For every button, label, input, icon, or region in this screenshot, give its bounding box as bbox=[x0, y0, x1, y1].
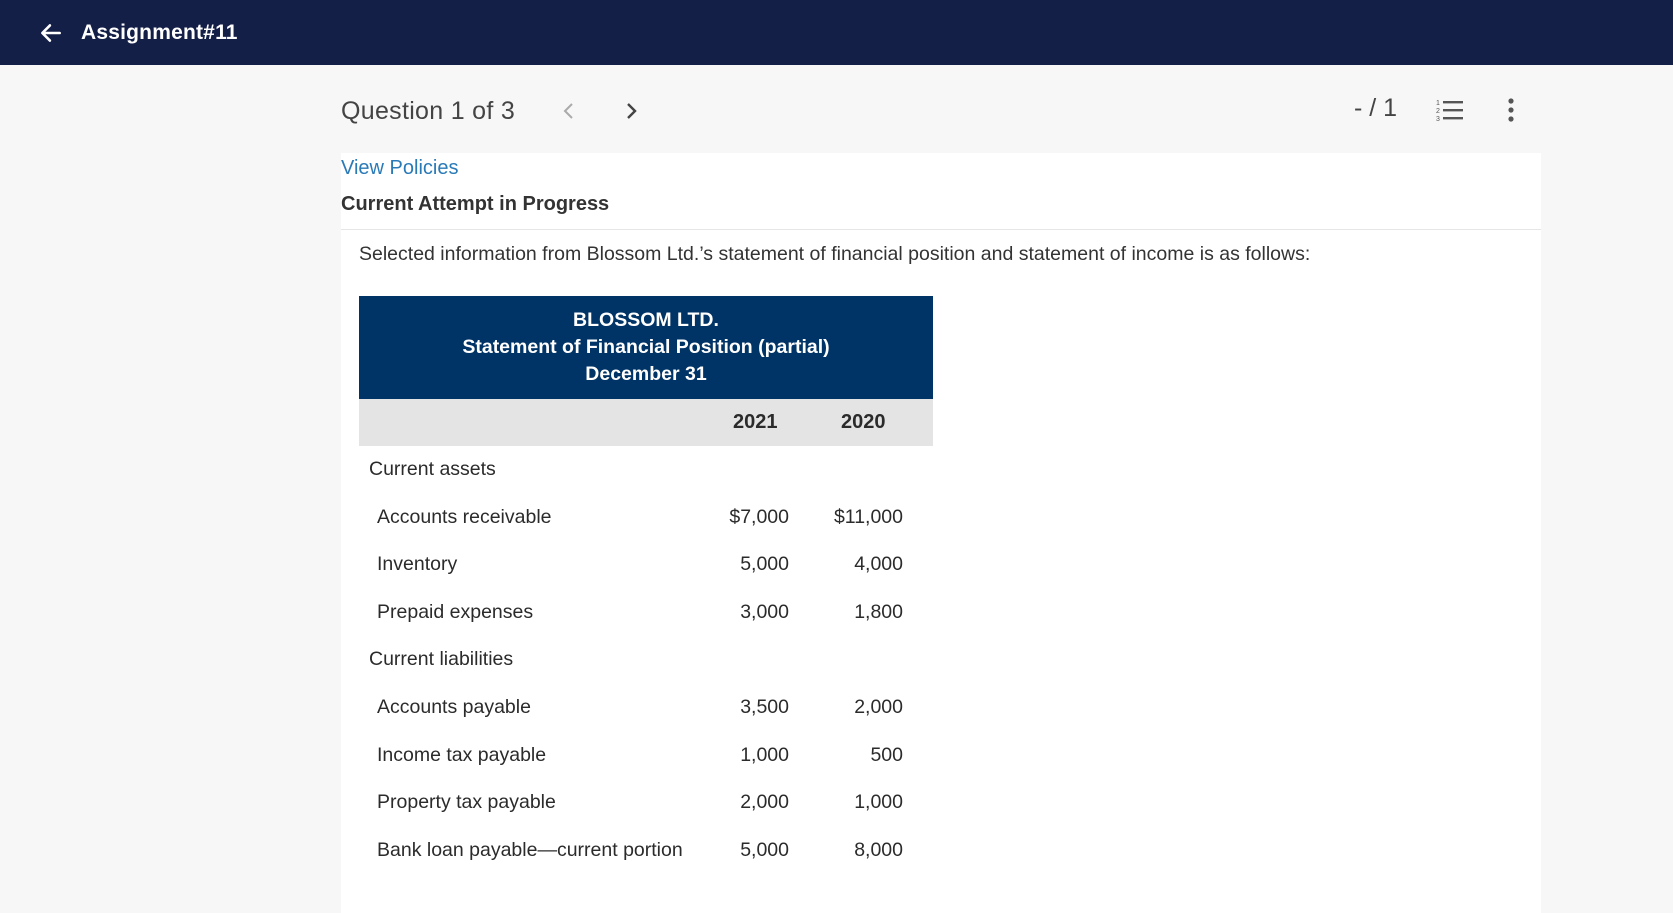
row-label: Current assets bbox=[369, 458, 496, 480]
table-row bbox=[359, 684, 933, 732]
value-2020: 8,000 bbox=[854, 838, 903, 861]
row-label: Inventory bbox=[377, 553, 458, 576]
svg-text:1: 1 bbox=[1436, 100, 1440, 107]
table-row bbox=[359, 827, 933, 875]
table-row bbox=[359, 541, 933, 589]
table-row bbox=[359, 779, 933, 827]
value-2021: 3,000 bbox=[740, 600, 789, 623]
row-label: Income tax payable bbox=[377, 743, 547, 766]
table-row bbox=[359, 732, 933, 780]
question-intro: Selected information from Blossom Ltd.’s statement of financial position and statement of income is as follows: bbox=[359, 243, 1311, 265]
back-button[interactable] bbox=[38, 20, 64, 46]
value-2020: 500 bbox=[870, 743, 903, 766]
row-label: Bank loan payable—current portion bbox=[377, 838, 683, 861]
value-2020: 1,000 bbox=[854, 791, 903, 814]
value-2020: $11,000 bbox=[833, 505, 903, 528]
year-2020-header: 2020 bbox=[841, 411, 886, 433]
svg-text:3: 3 bbox=[1436, 116, 1440, 123]
company-name: BLOSSOM LTD. bbox=[573, 309, 719, 331]
statement-date: December 31 bbox=[585, 363, 707, 385]
more-vertical-icon[interactable] bbox=[1501, 95, 1521, 125]
financial-statement-table bbox=[359, 296, 933, 874]
value-2020: 4,000 bbox=[854, 553, 903, 576]
statement-header bbox=[359, 296, 933, 399]
top-bar bbox=[0, 0, 1673, 65]
question-header bbox=[341, 90, 1521, 132]
chevron-left-icon bbox=[562, 102, 576, 120]
value-2021: 2,000 bbox=[740, 791, 789, 814]
svg-text:2: 2 bbox=[1436, 108, 1440, 115]
arrow-left-icon bbox=[38, 20, 64, 46]
next-question-button[interactable] bbox=[617, 97, 645, 125]
value-2021: 5,000 bbox=[740, 838, 789, 861]
row-label: Current liabilities bbox=[369, 648, 514, 671]
value-2021: $7,000 bbox=[729, 505, 789, 528]
assignment-title: Assignment#11 bbox=[81, 20, 238, 44]
table-row bbox=[359, 494, 933, 542]
row-label: Property tax payable bbox=[377, 791, 556, 814]
numbered-list-icon[interactable] bbox=[1435, 95, 1465, 125]
question-counter: Question 1 of 3 bbox=[341, 96, 516, 125]
year-header-row bbox=[359, 399, 933, 446]
value-2021: 3,500 bbox=[740, 695, 789, 718]
row-label: Prepaid expenses bbox=[377, 600, 534, 623]
table-row bbox=[359, 636, 933, 684]
chevron-right-icon bbox=[624, 102, 638, 120]
value-2021: 1,000 bbox=[740, 743, 789, 766]
divider bbox=[341, 229, 1541, 230]
attempt-status: Current Attempt in Progress bbox=[341, 193, 610, 215]
value-2021: 5,000 bbox=[740, 553, 789, 576]
statement-title: Statement of Financial Position (partial) bbox=[462, 336, 830, 358]
view-policies-link[interactable]: View Policies bbox=[341, 157, 459, 179]
row-label: Accounts receivable bbox=[377, 505, 552, 528]
value-2020: 1,800 bbox=[854, 600, 903, 623]
previous-question-button[interactable] bbox=[555, 97, 583, 125]
question-score: - / 1 bbox=[1354, 94, 1398, 122]
question-panel bbox=[341, 153, 1541, 913]
table-row bbox=[359, 589, 933, 637]
year-2021-header: 2021 bbox=[733, 411, 778, 433]
row-label: Accounts payable bbox=[377, 695, 531, 718]
table-row bbox=[359, 446, 933, 494]
value-2020: 2,000 bbox=[854, 695, 903, 718]
